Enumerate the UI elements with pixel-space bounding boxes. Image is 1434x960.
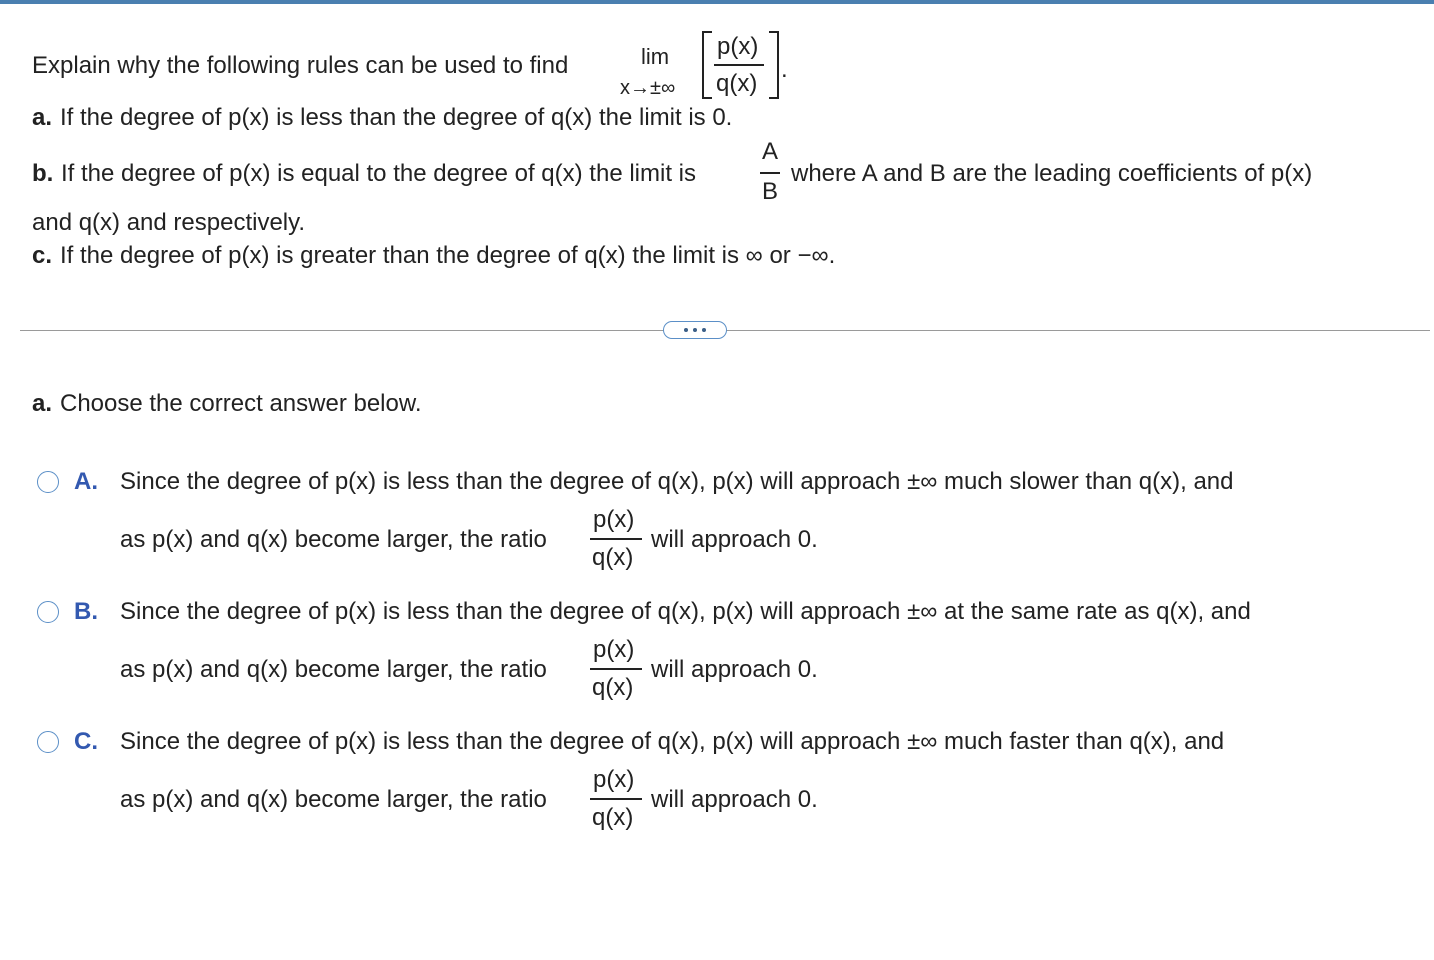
option-b-frac-num: p(x) [593,636,635,663]
right-bracket [769,31,779,99]
option-a-fraction-bar [590,538,642,540]
option-a-letter: A. [74,468,98,495]
expand-more-button[interactable] [663,321,727,339]
option-c-radio[interactable] [37,731,59,753]
option-c-frac-den: q(x) [592,804,634,831]
option-b-fraction-bar [590,668,642,670]
limit-numerator: p(x) [717,33,759,60]
question-intro: Explain why the following rules can be used to find [32,52,569,79]
limit-lim: lim [641,44,670,69]
option-c-line2-before: as p(x) and q(x) become larger, the ratio [120,786,547,813]
option-b-letter: B. [74,598,98,625]
limit-trail: . [781,56,788,83]
option-b-radio[interactable] [37,601,59,623]
rule-b-text: If the degree of p(x) is equal to the degree of q(x) the limit is [61,160,696,187]
part-a-text: Choose the correct answer below. [60,390,422,417]
rule-b-text-after: where A and B are the leading coefficients of p(x) [791,160,1313,187]
option-a-line1: Since the degree of p(x) is less than the degree of q(x), p(x) will approach ±∞ much slower than q(x), and [120,468,1234,495]
option-a-line2-after: will approach 0. [651,526,818,553]
option-b-line2-after: will approach 0. [651,656,818,683]
option-a-line2-before: as p(x) and q(x) become larger, the ratio [120,526,547,553]
option-a-frac-den: q(x) [592,544,634,571]
limit-denominator: q(x) [716,70,758,97]
option-b-line1: Since the degree of p(x) is less than the degree of q(x), p(x) will approach ±∞ at the same rate as q(x), and [120,598,1251,625]
rule-b-frac-num: A [762,138,779,165]
option-c-fraction-bar [590,798,642,800]
option-a-frac-num: p(x) [593,506,635,533]
option-c-line1: Since the degree of p(x) is less than the degree of q(x), p(x) will approach ±∞ much faster than q(x), and [120,728,1225,755]
rule-b-frac-den: B [762,178,779,205]
option-b-line2-before: as p(x) and q(x) become larger, the ratio [120,656,547,683]
option-c-letter: C. [74,728,98,755]
rule-a-text: If the degree of p(x) is less than the degree of q(x) the limit is 0. [60,104,733,131]
option-a-radio[interactable] [37,471,59,493]
limit-fraction-bar [714,64,764,66]
rule-b-continuation: and q(x) and respectively. [32,209,306,236]
limit-subscript: x→±∞ [620,77,676,99]
top-accent-bar [0,0,1434,4]
option-c-line2-after: will approach 0. [651,786,818,813]
option-c-frac-num: p(x) [593,766,635,793]
ellipsis-icon [684,328,706,332]
rule-b-letter: b. [32,160,54,187]
rule-b-fraction-bar [760,172,780,174]
rule-c-letter: c. [32,242,53,269]
left-bracket [702,31,712,99]
option-b-frac-den: q(x) [592,674,634,701]
part-a-letter: a. [32,390,53,417]
rule-a-letter: a. [32,104,53,131]
rule-c-text: If the degree of p(x) is greater than the degree of q(x) the limit is ∞ or −∞. [60,242,836,269]
